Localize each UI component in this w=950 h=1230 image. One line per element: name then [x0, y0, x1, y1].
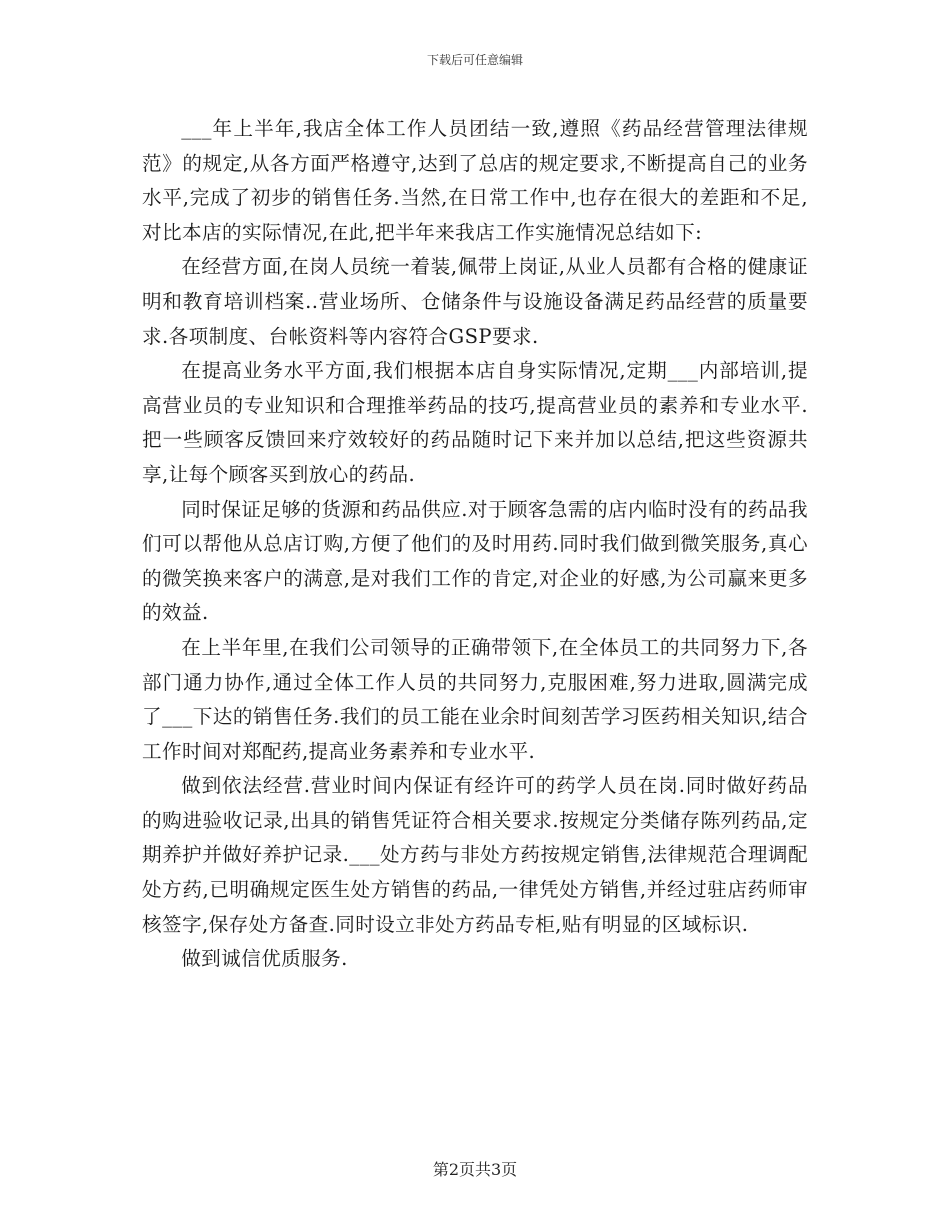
- paragraph-5: 在上半年里,在我们公司领导的正确带领下,在全体员工的共同努力下,各部门通力协作,通过全体工作人员的共同努力,克服困难,努力进取,圆满完成了___下达的销售任务.我们的员工能在业余时间刻苦学习医药相关知识,结合工作时间对郑配药,提高业务素养和专业水平.: [142, 635, 808, 763]
- paragraph-1: ___年上半年,我店全体工作人员团结一致,遵照《药品经营管理法律规范》的规定,从各方面严格遵守,达到了总店的规定要求,不断提高自己的业务水平,完成了初步的销售任务.当然,在日常工作中,也存在很大的差距和不足,对比本店的实际情况,在此,把半年来我店工作实施情况总结如下:: [142, 117, 808, 244]
- paragraph-2: 在经营方面,在岗人员统一着装,佩带上岗证,从业人员都有合格的健康证明和教育培训档案..营业场所、仓储条件与设施设备满足药品经营的质量要求.各项制度、台帐资料等内容符合GSP要求.: [142, 255, 808, 348]
- paragraph-7: 做到诚信优质服务.: [181, 947, 348, 971]
- paragraph-3: 在提高业务水平方面,我们根据本店自身实际情况,定期___内部培训,提高营业员的专业知识和合理推举药品的技巧,提高营业员的素养和专业水平.把一些顾客反馈回来疗效较好的药品随时记下来并加以总结,把这些资源共享,让每个顾客买到放心的药品.: [142, 359, 808, 486]
- paragraph-6: 做到依法经营.营业时间内保证有经许可的药学人员在岗.同时做好药品的购进验收记录,出具的销售凭证符合相关要求.按规定分类储存陈列药品,定期养护并做好养护记录.___处方药与非处方药按规定销售,法律规范合理调配处方药,已明确规定医生处方销售的药品,一律凭处方销售,并经过驻店药师审核签字,保存处方备查.同时设立非处方药品专柜,贴有明显的区域标识.: [142, 774, 808, 936]
- page-header: 下载后可任意编辑: [426, 53, 523, 67]
- paragraph-4: 同时保证足够的货源和药品供应.对于顾客急需的店内临时没有的药品我们可以帮他从总店订购,方便了他们的及时用药.同时我们做到微笑服务,真心的微笑换来客户的满意,是对我们工作的肯定,对企业的好感,为公司赢来更多的效益.: [142, 497, 808, 625]
- page-number: 第2页共3页: [432, 1160, 518, 1179]
- document-body: [142, 112, 808, 977]
